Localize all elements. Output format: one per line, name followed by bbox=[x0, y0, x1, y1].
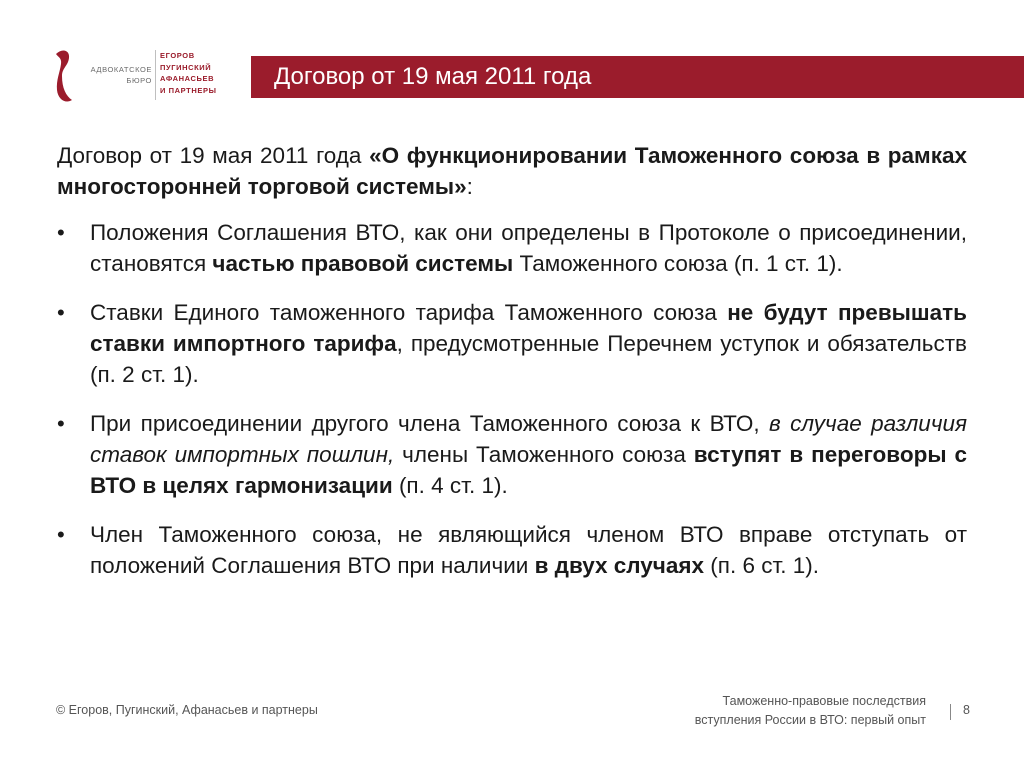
logo-right-line: ЕГОРОВ bbox=[160, 51, 195, 60]
bullet-icon: • bbox=[57, 220, 65, 245]
bullet-icon: • bbox=[57, 522, 65, 547]
logo-divider bbox=[155, 50, 156, 100]
bullet-list bbox=[57, 217, 967, 581]
item-text: Ставки Единого таможенного тарифа Таможенного союза bbox=[90, 300, 728, 325]
list-item bbox=[57, 408, 967, 501]
item-text: (п. 4 ст. 1). bbox=[392, 473, 508, 498]
item-text: Положения Соглашения ВТО, как они определены в Протоколе о присоединении, становятся bbox=[90, 220, 967, 276]
footer-caption-line: вступления России в ВТО: первый опыт bbox=[694, 713, 926, 727]
page-number: 8 bbox=[963, 703, 970, 717]
slide-content bbox=[57, 140, 967, 599]
item-text: , предусмотренные Перечнем уступок и обязательств (п. 2 ст. 1). bbox=[90, 331, 967, 387]
footer-caption-line: Таможенно-правовые последствия bbox=[722, 694, 926, 708]
footer-divider bbox=[950, 704, 951, 720]
list-item bbox=[57, 297, 967, 390]
item-bold-text: не будут превышать ставки импортного тарифа bbox=[90, 300, 967, 356]
intro-text: Договор от 19 мая 2011 года bbox=[57, 143, 370, 168]
list-item bbox=[57, 519, 967, 581]
item-bold-text: вступят в переговоры с ВТО в целях гармонизации bbox=[90, 442, 967, 498]
item-text: Член Таможенного союза, не являющийся членом ВТО вправе отступать от положений Соглашения ВТО при наличии bbox=[90, 522, 967, 578]
logo-left-line: АДВОКАТСКОЕ bbox=[90, 65, 152, 74]
slide-title: Договор от 19 мая 2011 года bbox=[274, 63, 592, 90]
item-bold-text: в двух случаях bbox=[534, 553, 705, 578]
logo-right-line: ПУГИНСКИЙ bbox=[160, 62, 212, 72]
logo-text-right bbox=[160, 50, 240, 96]
logo-left-line: БЮРО bbox=[126, 76, 152, 85]
logo-right-line: И ПАРТНЕРЫ bbox=[160, 85, 217, 95]
logo-text-left bbox=[82, 64, 152, 86]
intro-bold-title: «О функционировании Таможенного союза в рамках многосторонней торговой системы» bbox=[57, 143, 967, 199]
firm-logo-mark bbox=[52, 48, 74, 104]
item-text: (п. 6 ст. 1). bbox=[704, 553, 820, 578]
item-text: члены Таможенного союза bbox=[394, 442, 694, 467]
item-text: При присоединении другого члена Таможенного союза к ВТО, bbox=[90, 411, 769, 436]
item-bold-text: частью правовой системы bbox=[212, 251, 514, 276]
intro-paragraph bbox=[57, 140, 967, 202]
item-text: Таможенного союза (п. 1 ст. 1). bbox=[513, 251, 843, 276]
intro-colon: : bbox=[466, 174, 473, 199]
footer-copyright: © Егоров, Пугинский, Афанасьев и партнеры bbox=[56, 703, 318, 717]
item-italic-text: в случае различия ставок импортных пошлин, bbox=[90, 411, 968, 467]
footer-caption bbox=[596, 692, 926, 730]
list-item bbox=[57, 217, 967, 279]
logo-right-line: АФАНАСЬЕВ bbox=[160, 74, 215, 83]
bullet-icon: • bbox=[57, 411, 65, 436]
bullet-icon: • bbox=[57, 300, 65, 325]
